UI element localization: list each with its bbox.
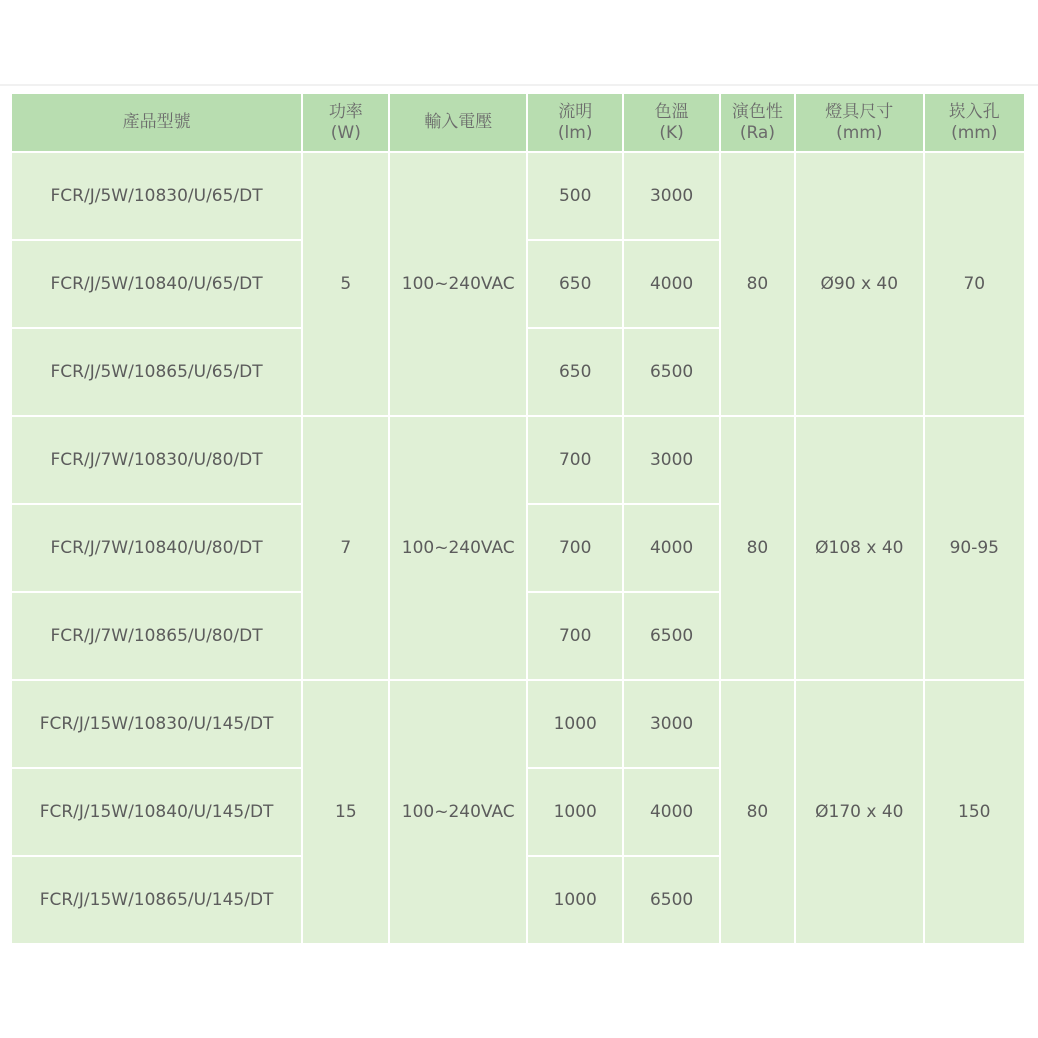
model-cell: FCR/J/7W/10840/U/80/DT bbox=[12, 505, 301, 591]
model-cell: FCR/J/5W/10865/U/65/DT bbox=[12, 329, 301, 415]
cct-cell: 4000 bbox=[624, 241, 718, 327]
model-cell: FCR/J/7W/10865/U/80/DT bbox=[12, 593, 301, 679]
header-cutout: 崁入孔 (mm) bbox=[925, 94, 1024, 151]
model-cell: FCR/J/15W/10840/U/145/DT bbox=[12, 769, 301, 855]
model-cell: FCR/J/5W/10840/U/65/DT bbox=[12, 241, 301, 327]
power-cell: 5 bbox=[303, 153, 388, 415]
size-cell: Ø108 x 40 bbox=[796, 417, 923, 679]
table-header-row bbox=[12, 94, 1024, 151]
header-fixture-size: 燈具尺寸 (mm) bbox=[796, 94, 923, 151]
lumen-cell: 500 bbox=[528, 153, 622, 239]
lumen-cell: 700 bbox=[528, 417, 622, 503]
header-voltage: 輸入電壓 bbox=[390, 94, 526, 151]
lumen-cell: 650 bbox=[528, 241, 622, 327]
cct-cell: 3000 bbox=[624, 417, 718, 503]
cutout-cell: 150 bbox=[925, 681, 1024, 943]
header-power: 功率 (W) bbox=[303, 94, 388, 151]
cutout-cell: 70 bbox=[925, 153, 1024, 415]
voltage-cell: 100~240VAC bbox=[390, 417, 526, 679]
lumen-cell: 700 bbox=[528, 505, 622, 591]
cri-cell: 80 bbox=[721, 417, 794, 679]
top-divider bbox=[0, 84, 1038, 86]
cct-cell: 6500 bbox=[624, 857, 718, 943]
header-cri: 演色性 (Ra) bbox=[721, 94, 794, 151]
table-row bbox=[12, 681, 1024, 767]
cct-cell: 3000 bbox=[624, 153, 718, 239]
voltage-cell: 100~240VAC bbox=[390, 681, 526, 943]
table-row bbox=[12, 417, 1024, 503]
table-row bbox=[12, 153, 1024, 239]
product-spec-table bbox=[10, 92, 1026, 945]
lumen-cell: 650 bbox=[528, 329, 622, 415]
size-cell: Ø90 x 40 bbox=[796, 153, 923, 415]
cct-cell: 6500 bbox=[624, 329, 718, 415]
model-cell: FCR/J/7W/10830/U/80/DT bbox=[12, 417, 301, 503]
cutout-cell: 90-95 bbox=[925, 417, 1024, 679]
cri-cell: 80 bbox=[721, 153, 794, 415]
model-cell: FCR/J/5W/10830/U/65/DT bbox=[12, 153, 301, 239]
cct-cell: 4000 bbox=[624, 769, 718, 855]
power-cell: 15 bbox=[303, 681, 388, 943]
power-cell: 7 bbox=[303, 417, 388, 679]
cct-cell: 4000 bbox=[624, 505, 718, 591]
header-color-temperature: 色溫 (K) bbox=[624, 94, 718, 151]
lumen-cell: 1000 bbox=[528, 857, 622, 943]
lumen-cell: 1000 bbox=[528, 769, 622, 855]
voltage-cell: 100~240VAC bbox=[390, 153, 526, 415]
model-cell: FCR/J/15W/10865/U/145/DT bbox=[12, 857, 301, 943]
lumen-cell: 1000 bbox=[528, 681, 622, 767]
cct-cell: 3000 bbox=[624, 681, 718, 767]
cct-cell: 6500 bbox=[624, 593, 718, 679]
model-cell: FCR/J/15W/10830/U/145/DT bbox=[12, 681, 301, 767]
header-model: 產品型號 bbox=[12, 94, 301, 151]
cri-cell: 80 bbox=[721, 681, 794, 943]
size-cell: Ø170 x 40 bbox=[796, 681, 923, 943]
header-lumen: 流明 (lm) bbox=[528, 94, 622, 151]
lumen-cell: 700 bbox=[528, 593, 622, 679]
